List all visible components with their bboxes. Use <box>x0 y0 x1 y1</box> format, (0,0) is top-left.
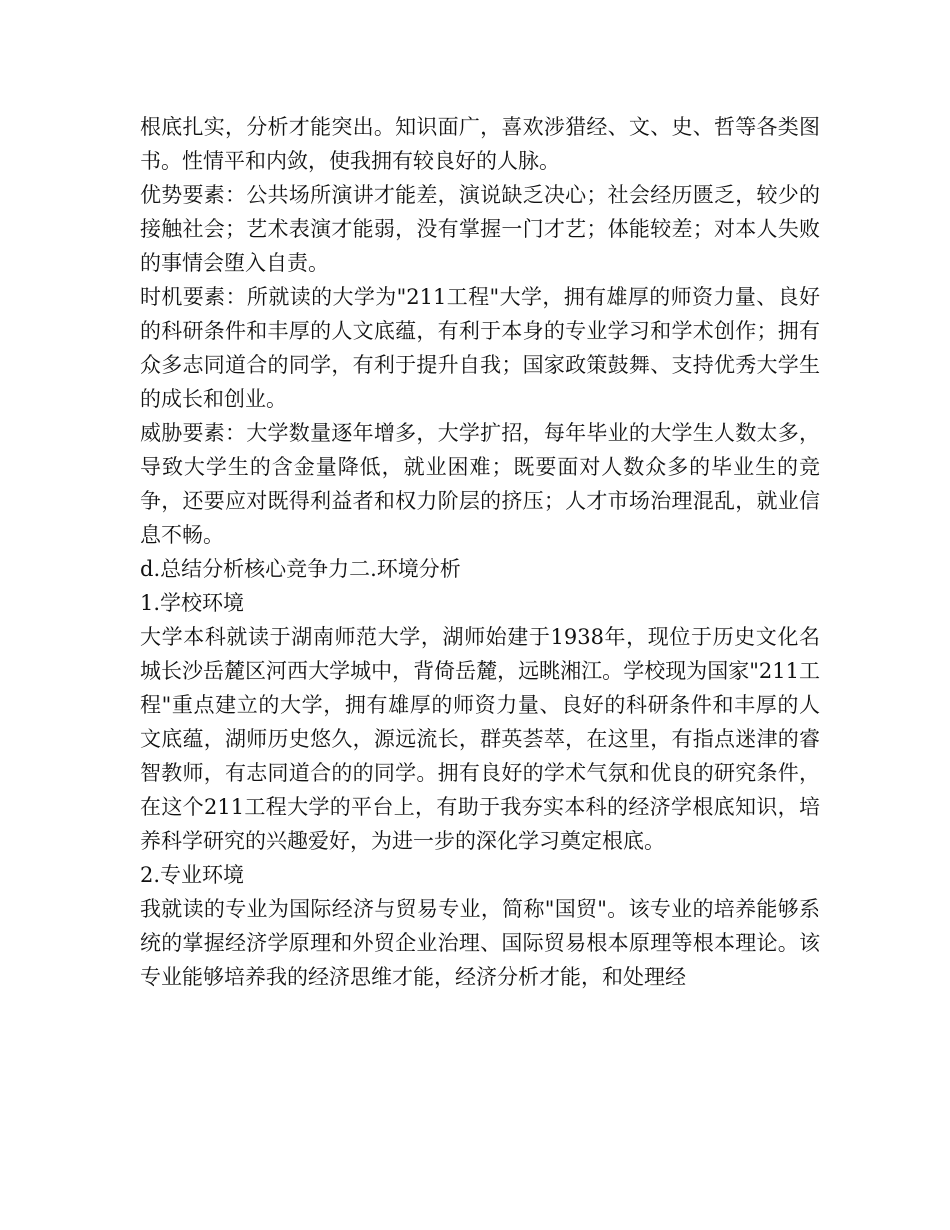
paragraph-opportunities: 时机要素：所就读的大学为"211工程"大学，拥有雄厚的师资力量、良好的科研条件和丰厚的人文底蕴，有利于本身的专业学习和学术创作；拥有众多志同道合的同学，有利于提升自我；国家政策鼓舞、支持优秀大学生的成长和创业。 <box>140 285 820 411</box>
section-heading-major-environment: 2.专业环境 <box>140 863 245 887</box>
paragraph-weaknesses: 优势要素：公共场所演讲才能差，演说缺乏决心；社会经历匮乏，较少的接触社会；艺术表演才能弱，没有掌握一门才艺；体能较差；对本人失败的事情会堕入自责。 <box>140 183 820 275</box>
section-heading-summary: d.总结分析核心竞争力二.环境分析 <box>140 557 461 581</box>
paragraph-school-environment: 大学本科就读于湖南师范大学，湖师始建于1938年，现位于历史文化名城长沙岳麓区河西大学城中，背倚岳麓，远眺湘江。学校现为国家"211工程"重点建立的大学，拥有雄厚的师资力量、良好的科研条件和丰厚的人文底蕴，湖师历史悠久，源远流长，群英荟萃，在这里，有指点迷津的睿智教师，有志同道合的的同学。拥有良好的学术气氛和优良的研究条件，在这个211工程大学的平台上，有助于我夯实本科的经济学根底知识，培养科学研究的兴趣爱好，为进一步的深化学习奠定根底。 <box>140 625 820 853</box>
paragraph-threats: 威胁要素：大学数量逐年增多，大学扩招，每年毕业的大学生人数太多，导致大学生的含金量降低，就业困难；既要面对人数众多的毕业生的竞争，还要应对既得利益者和权力阶层的挤压；人才市场治理混乱，就业信息不畅。 <box>140 421 820 547</box>
paragraph-major-environment: 我就读的专业为国际经济与贸易专业，简称"国贸"。该专业的培养能够系统的掌握经济学原理和外贸企业治理、国际贸易根本原理等根本理论。该专业能够培养我的经济思维才能，经济分析才能，和处理经 <box>140 897 820 989</box>
section-heading-school-environment: 1.学校环境 <box>140 591 245 615</box>
document-body <box>140 110 820 994</box>
paragraph-background: 根底扎实，分析才能突出。知识面广，喜欢涉猎经、文、史、哲等各类图书。性情平和内敛，使我拥有较良好的人脉。 <box>140 115 820 173</box>
